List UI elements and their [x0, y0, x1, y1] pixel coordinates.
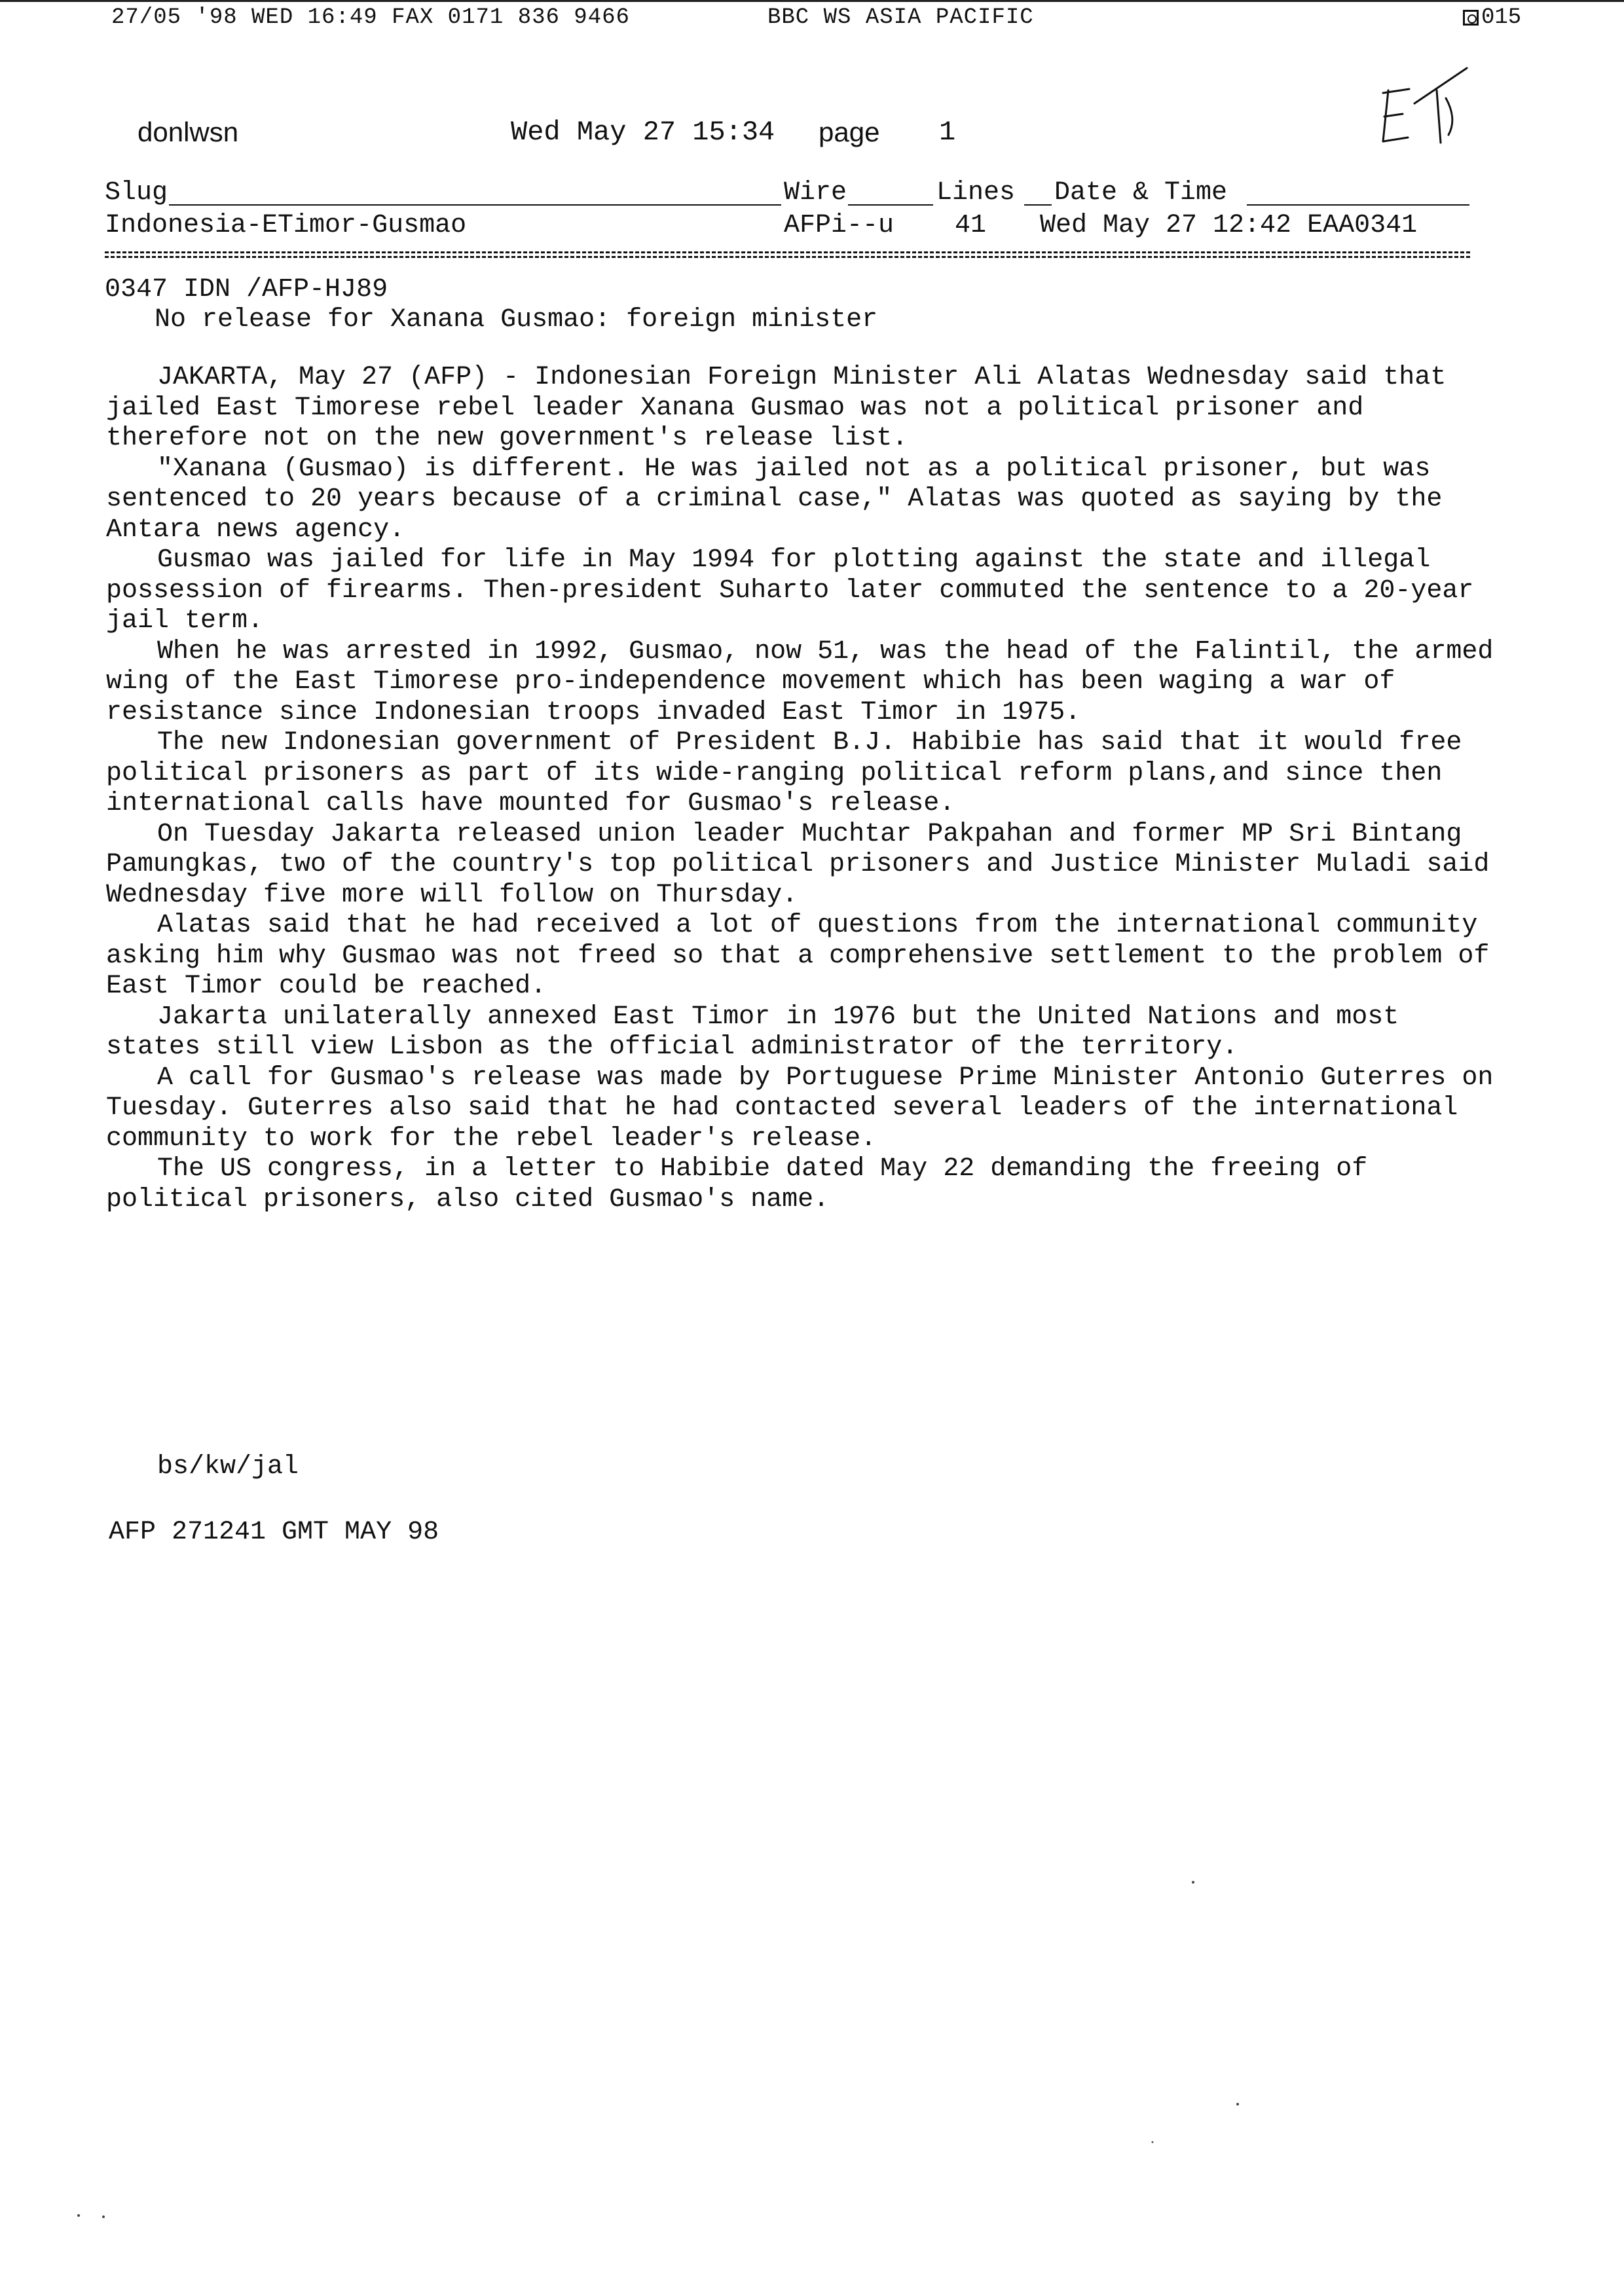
story-footer: AFP 271241 GMT MAY 98	[109, 1518, 439, 1547]
story-paragraph: The new Indonesian government of President B.J. Habibie has said that it would free political prisoners as part of its wide-ranging political reform plans,and since then international calls have mounted for Gusmao's release.	[106, 728, 1462, 818]
separator-rule	[105, 251, 1470, 258]
story-paragraph: "Xanana (Gusmao) is different. He was jailed not as a political prisoner, but was sentenced to 20 years because of a criminal case," Alatas was quoted as saying by the Antara news agency.	[106, 454, 1443, 545]
wire-label: Wire	[784, 178, 847, 208]
story-paragraph: The US congress, in a letter to Habibie dated May 22 demanding the freeing of political prisoners, also cited Gusmao's name.	[106, 1154, 1368, 1214]
fax-header-left: 27/05 '98 WED 16:49 FAX 0171 836 9466	[111, 5, 630, 30]
lines-value: 41	[955, 211, 987, 240]
lines-label: Lines	[936, 178, 1016, 208]
story-paragraph: Alatas said that he had received a lot of questions from the international community asking him why Gusmao was not freed so that a comprehensive settlement to the problem of East Timor could be reached.	[106, 911, 1490, 1001]
wire-value: AFPi--u	[784, 211, 895, 240]
story-body	[106, 363, 1507, 1215]
slug-underline	[169, 204, 781, 206]
story-paragraph: On Tuesday Jakarta released union leader Muchtar Pakpahan and former MP Sri Bintang Pamungkas, two of the country's top political prisoners and Justice Minister Muladi said Wednesday five more will follow on Thursday.	[106, 819, 1490, 910]
fax-page-number	[1463, 5, 1521, 30]
story-paragraph: A call for Gusmao's release was made by Portuguese Prime Minister Antonio Guterres on Tuesday. Guterres also said that he had contacted several leaders of the international community to work for the rebel leader's release.	[106, 1063, 1494, 1154]
datetime-value: Wed May 27 12:42 EAA0341	[1040, 211, 1418, 240]
fax-top-rule	[0, 0, 1624, 2]
story-headline: No release for Xanana Gusmao: foreign minister	[155, 305, 878, 335]
story-paragraph: Jakarta unilaterally annexed East Timor in 1976 but the United Nations and most states still view Lisbon as the official administrator of the territory.	[106, 1002, 1399, 1062]
wire-page-label: page	[819, 117, 880, 147]
wire-underline	[848, 204, 933, 206]
wire-page-number: 1	[939, 117, 956, 148]
story-paragraph: When he was arrested in 1992, Gusmao, now 51, was the head of the Falintil, the armed wing of the East Timorese pro-independence movement which has been waging a war of resistance since Indonesian troops invaded East Timor in 1975.	[106, 636, 1494, 727]
datetime-label: Date & Time	[1054, 178, 1228, 208]
story-paragraph: Gusmao was jailed for life in May 1994 for plotting against the state and illegal possession of firearms. Then-president Suharto later commuted the sentence to a 20-year jail term.	[106, 545, 1474, 636]
handwritten-initials	[1369, 64, 1473, 156]
story-paragraph: JAKARTA, May 27 (AFP) - Indonesian Foreign Minister Ali Alatas Wednesday said that jailed East Timorese rebel leader Xanana Gusmao was not a political prisoner and therefore not on the new government's release list.	[106, 363, 1447, 453]
fax-page-value: 015	[1481, 5, 1522, 30]
wire-datetime: Wed May 27 15:34	[511, 117, 775, 148]
slug-label: Slug	[105, 178, 168, 208]
datetime-underline	[1247, 204, 1469, 206]
lines-underline	[1024, 204, 1052, 206]
wire-user: donlwsn	[138, 117, 239, 147]
fax-header-center: BBC WS ASIA PACIFIC	[767, 5, 1034, 30]
slug-value: Indonesia-ETimor-Gusmao	[105, 211, 467, 240]
story-id: 0347 IDN /AFP-HJ89	[105, 275, 388, 304]
story-signoff: bs/kw/jal	[157, 1452, 299, 1482]
fax-header	[0, 0, 1624, 41]
fax-page-icon	[1463, 10, 1479, 26]
